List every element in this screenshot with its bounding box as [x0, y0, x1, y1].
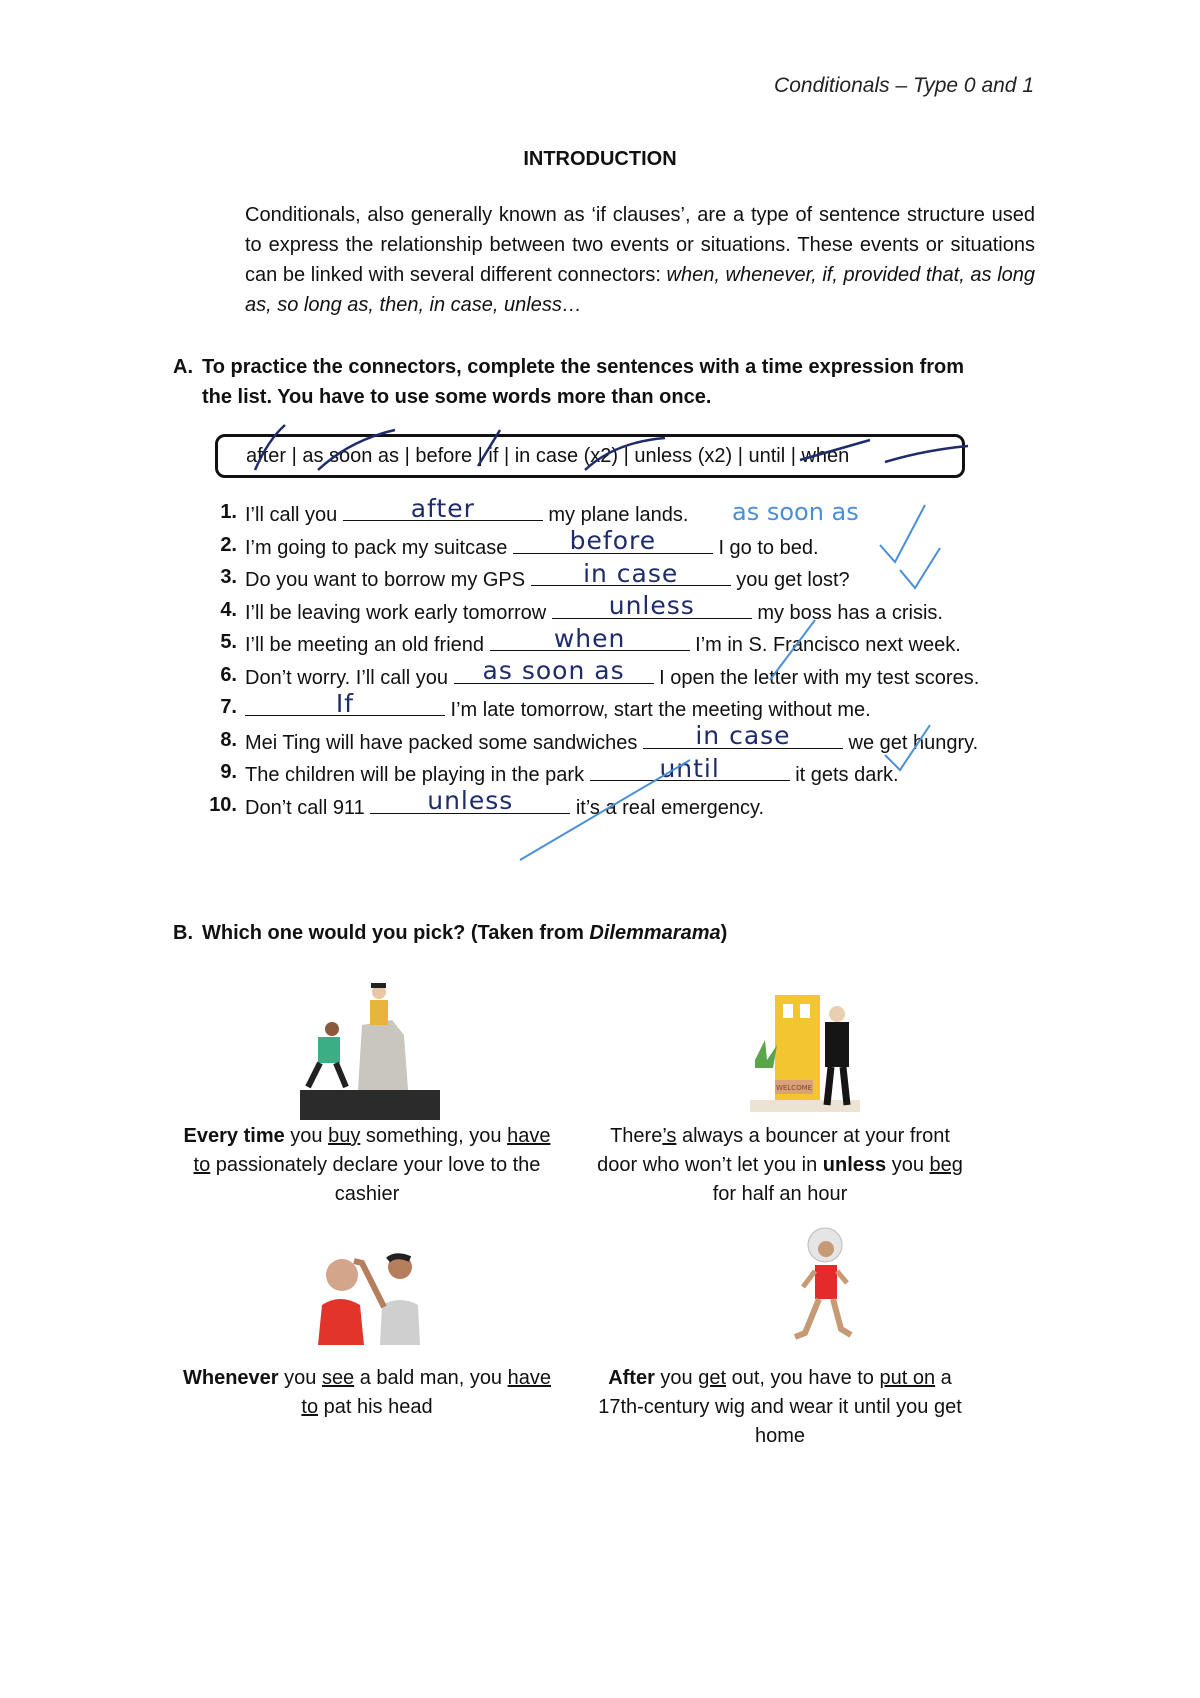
handwritten-answer: when: [553, 623, 626, 653]
dilemma-caption-4: [590, 1364, 970, 1451]
handwritten-answer: after: [410, 493, 475, 523]
caption-underline: get: [698, 1367, 727, 1389]
caption-text: you: [278, 1367, 322, 1389]
wig-wearer-body: [815, 1265, 837, 1299]
item-text-before: I’ll be meeting an old friend: [245, 634, 490, 656]
counter: [358, 1020, 408, 1090]
section-a-instruction-2: the list. You have to use some words more than once.: [202, 386, 712, 408]
bouncer-door-illustration: [745, 990, 885, 1115]
cashier-declaration-illustration: [300, 975, 440, 1125]
caption-underline: beg: [929, 1154, 963, 1176]
wig-wearer-head: [818, 1241, 834, 1257]
exercise-item-7: [205, 688, 1065, 726]
customer-body: [318, 1037, 340, 1063]
item-text-after: my boss has a crisis.: [751, 601, 943, 624]
answer-blank[interactable]: [245, 688, 445, 718]
caption-text: There: [610, 1125, 663, 1147]
item-text-before: Do you want to borrow my GPS: [245, 569, 531, 591]
handwritten-answer: before: [569, 526, 657, 555]
customer-head: [325, 1022, 339, 1036]
exercise-item-9: [205, 753, 1065, 791]
section-b-heading-text: Which one would you pick? (Taken from: [202, 922, 590, 944]
caption-text: pat his head: [318, 1396, 433, 1418]
plant: [755, 1040, 777, 1068]
dilemma-caption-3: [177, 1364, 557, 1422]
patting-arm: [354, 1261, 384, 1307]
item-text-after: we get hungry.: [842, 731, 979, 754]
caption-text: passionately declare your love to the cashier: [210, 1154, 541, 1205]
exercise-list: [205, 493, 1065, 823]
intro-text: Conditionals, also generally known as ‘if clauses’, are a type of sentence structure used to express the relationship between two events or situations. These events or situations can be linked with several different connectors:: [245, 204, 1035, 286]
handwritten-answer: as soon as: [482, 656, 625, 685]
item-number: 8.: [220, 728, 237, 751]
handwritten-answer: until: [659, 753, 720, 783]
patter-body: [380, 1300, 420, 1345]
intro-connectors: when, whenever, if, provided that, as long as, so long as, then, in case, unless…: [245, 264, 1036, 316]
bald-man-head: [326, 1259, 358, 1291]
answer-blank[interactable]: [552, 591, 752, 620]
page-title: INTRODUCTION: [523, 148, 677, 170]
item-text-after: my plane lands.: [542, 504, 689, 526]
page-header: Conditionals – Type 0 and 1: [774, 74, 1034, 97]
item-text-after: it’s a real emergency.: [570, 796, 765, 819]
caption-bold: unless: [822, 1154, 887, 1176]
caption-text: you: [886, 1154, 930, 1176]
section-b-label: B.: [173, 922, 193, 944]
item-text-after: I’m late tomorrow, start the meeting without me.: [445, 699, 871, 721]
section-a-instruction-1: To practice the connectors, complete the sentences with a time expression from: [202, 356, 965, 378]
bald-man-body: [318, 1299, 364, 1345]
item-text-after: I open the letter with my test scores.: [653, 666, 980, 689]
item-text-before: Don’t call 911: [245, 796, 371, 819]
section-a-heading: [173, 352, 1035, 412]
intro-paragraph: [173, 200, 1035, 320]
teacher-note: as soon as: [732, 498, 859, 526]
answer-blank[interactable]: [643, 721, 843, 750]
answer-blank[interactable]: [454, 656, 654, 685]
caption-underline: see: [321, 1367, 355, 1389]
bald-man-illustration: [310, 1245, 440, 1350]
caption-underline: put on: [879, 1367, 936, 1389]
wig-wearer-legs: [795, 1299, 851, 1337]
caption-text: a 17th-century wig and wear it until you get home: [598, 1367, 962, 1447]
section-b-heading-end: ): [720, 922, 728, 944]
answer-blank[interactable]: [513, 526, 713, 555]
door-window: [783, 1004, 793, 1018]
item-number: 10.: [209, 793, 237, 816]
bouncer-body: [825, 1022, 849, 1067]
caption-text: out, you have to: [726, 1367, 880, 1389]
cashier-cap: [371, 983, 386, 988]
answer-blank[interactable]: [343, 493, 543, 523]
wig-illustration: [785, 1225, 875, 1355]
caption-text: you: [284, 1125, 329, 1147]
counter-floor: [300, 1090, 440, 1120]
caption-underline: have to: [193, 1125, 551, 1176]
caption-underline: have to: [301, 1367, 551, 1418]
handwritten-answer: unless: [427, 786, 514, 815]
caption-text: for half an hour: [712, 1183, 848, 1205]
handwritten-answer: If: [335, 688, 355, 718]
item-text-after: I’m in S. Francisco next week.: [689, 634, 961, 656]
section-b-source: Dilemmarama: [589, 922, 721, 944]
word-box: after | as soon as | before | if | in case (x2) | unless (x2) | until | when: [215, 434, 965, 478]
item-number: 6.: [220, 663, 237, 686]
section-a-label: A.: [173, 356, 193, 378]
caption-text: a bald man, you: [354, 1367, 508, 1389]
handwritten-answer: unless: [608, 591, 695, 620]
answer-blank[interactable]: [590, 753, 790, 783]
door-mat-text: WELCOME: [775, 1084, 813, 1092]
bouncer-head: [829, 1006, 845, 1022]
item-text-after: I go to bed.: [712, 536, 819, 559]
item-number: 2.: [220, 533, 237, 556]
item-number: 1.: [220, 501, 237, 523]
handwritten-answer: in case: [695, 721, 791, 750]
item-text-before: I’m going to pack my suitcase: [245, 536, 513, 559]
bouncer-legs: [827, 1067, 847, 1105]
item-number: 3.: [220, 566, 237, 588]
caption-bold: Whenever: [182, 1367, 279, 1389]
item-number: 7.: [220, 696, 237, 718]
answer-blank[interactable]: [370, 786, 570, 815]
caption-text: always a bouncer at your front door who won’t let you in: [597, 1125, 950, 1176]
caption-bold: Every time: [183, 1125, 285, 1147]
item-number: 9.: [220, 761, 237, 783]
caption-text: you: [654, 1367, 699, 1389]
caption-text: something, you: [360, 1125, 508, 1147]
section-b-heading: [173, 922, 727, 945]
door-window: [800, 1004, 810, 1018]
item-number: 4.: [220, 598, 237, 621]
item-text-before: The children will be playing in the park: [245, 764, 590, 786]
dilemma-caption-1: [177, 1122, 557, 1209]
exercise-item-10: [205, 786, 1065, 824]
answer-blank[interactable]: [490, 623, 690, 653]
item-text-after: you get lost?: [730, 569, 850, 591]
item-text-before: Mei Ting will have packed some sandwiches: [245, 731, 643, 754]
item-text-after: it gets dark.: [789, 764, 899, 786]
item-text-before: Don’t worry. I’ll call you: [245, 666, 454, 689]
item-number: 5.: [220, 631, 237, 653]
caption-underline: ’s: [662, 1125, 677, 1147]
caption-bold: After: [608, 1367, 655, 1389]
answer-blank[interactable]: [531, 558, 731, 588]
customer-legs: [308, 1063, 346, 1087]
dilemma-caption-2: [590, 1122, 970, 1209]
item-text-before: I’ll call you: [245, 504, 343, 526]
item-text-before: I’ll be leaving work early tomorrow: [245, 601, 552, 624]
caption-underline: buy: [328, 1125, 361, 1147]
cashier-body: [370, 1000, 388, 1025]
handwritten-answer: in case: [583, 558, 679, 588]
